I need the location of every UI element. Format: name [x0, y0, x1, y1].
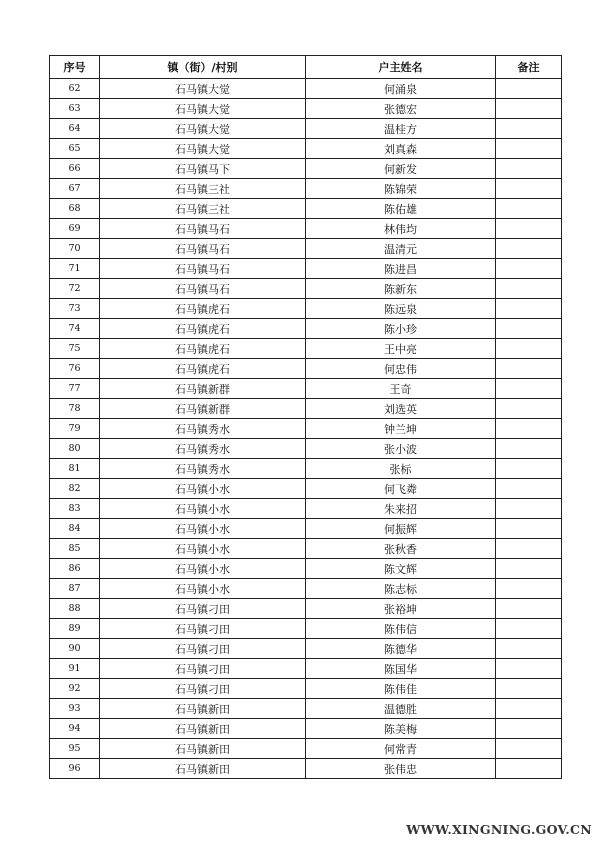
- cell-serial-no: 68: [50, 199, 100, 219]
- cell-householder-name: 何忠伟: [306, 359, 496, 379]
- table-row: [50, 159, 562, 179]
- cell-town-village: 石马镇新群: [100, 399, 306, 419]
- cell-remarks: [496, 639, 562, 659]
- cell-householder-name: 陈佑雄: [306, 199, 496, 219]
- cell-serial-no: 88: [50, 599, 100, 619]
- cell-remarks: [496, 739, 562, 759]
- cell-serial-no: 71: [50, 259, 100, 279]
- cell-householder-name: 何涌泉: [306, 79, 496, 99]
- table-row: [50, 279, 562, 299]
- cell-serial-no: 77: [50, 379, 100, 399]
- table-row: [50, 739, 562, 759]
- cell-remarks: [496, 499, 562, 519]
- cell-town-village: 石马镇小水: [100, 539, 306, 559]
- cell-town-village: 石马镇虎石: [100, 299, 306, 319]
- cell-serial-no: 91: [50, 659, 100, 679]
- cell-remarks: [496, 559, 562, 579]
- cell-serial-no: 83: [50, 499, 100, 519]
- cell-serial-no: 84: [50, 519, 100, 539]
- table-row: [50, 499, 562, 519]
- cell-serial-no: 92: [50, 679, 100, 699]
- cell-remarks: [496, 379, 562, 399]
- cell-remarks: [496, 659, 562, 679]
- cell-serial-no: 69: [50, 219, 100, 239]
- cell-town-village: 石马镇虎石: [100, 319, 306, 339]
- table-header-row: [50, 56, 562, 79]
- cell-remarks: [496, 159, 562, 179]
- household-roster-table: [49, 55, 562, 779]
- table-row: [50, 179, 562, 199]
- cell-serial-no: 93: [50, 699, 100, 719]
- cell-remarks: [496, 519, 562, 539]
- cell-town-village: 石马镇大觉: [100, 79, 306, 99]
- cell-serial-no: 72: [50, 279, 100, 299]
- table-row: [50, 659, 562, 679]
- cell-town-village: 石马镇小水: [100, 479, 306, 499]
- cell-serial-no: 70: [50, 239, 100, 259]
- table-row: [50, 719, 562, 739]
- cell-remarks: [496, 319, 562, 339]
- cell-householder-name: 钟兰坤: [306, 419, 496, 439]
- cell-town-village: 石马镇马石: [100, 279, 306, 299]
- cell-remarks: [496, 579, 562, 599]
- cell-householder-name: 陈德华: [306, 639, 496, 659]
- cell-serial-no: 90: [50, 639, 100, 659]
- cell-town-village: 石马镇秀水: [100, 419, 306, 439]
- table-row: [50, 459, 562, 479]
- cell-town-village: 石马镇大觉: [100, 119, 306, 139]
- cell-remarks: [496, 299, 562, 319]
- table-row: [50, 439, 562, 459]
- cell-householder-name: 陈志标: [306, 579, 496, 599]
- table-row: [50, 79, 562, 99]
- cell-householder-name: 陈新东: [306, 279, 496, 299]
- cell-householder-name: 张小波: [306, 439, 496, 459]
- cell-remarks: [496, 359, 562, 379]
- cell-serial-no: 82: [50, 479, 100, 499]
- cell-town-village: 石马镇秀水: [100, 459, 306, 479]
- cell-householder-name: 陈进昌: [306, 259, 496, 279]
- header-remarks: 备注: [496, 56, 562, 79]
- table-row: [50, 679, 562, 699]
- cell-town-village: 石马镇马石: [100, 259, 306, 279]
- cell-serial-no: 62: [50, 79, 100, 99]
- cell-householder-name: 陈小珍: [306, 319, 496, 339]
- cell-town-village: 石马镇小水: [100, 499, 306, 519]
- cell-remarks: [496, 99, 562, 119]
- cell-serial-no: 65: [50, 139, 100, 159]
- table-row: [50, 619, 562, 639]
- cell-householder-name: 刘真森: [306, 139, 496, 159]
- cell-householder-name: 陈远泉: [306, 299, 496, 319]
- table-row: [50, 399, 562, 419]
- cell-householder-name: 温清元: [306, 239, 496, 259]
- cell-remarks: [496, 399, 562, 419]
- cell-town-village: 石马镇刁田: [100, 679, 306, 699]
- table-row: [50, 359, 562, 379]
- cell-householder-name: 林伟均: [306, 219, 496, 239]
- cell-serial-no: 76: [50, 359, 100, 379]
- cell-remarks: [496, 419, 562, 439]
- cell-householder-name: 温德胜: [306, 699, 496, 719]
- cell-town-village: 石马镇虎石: [100, 359, 306, 379]
- cell-remarks: [496, 539, 562, 559]
- cell-town-village: 石马镇刁田: [100, 619, 306, 639]
- table-row: [50, 759, 562, 779]
- cell-householder-name: 陈国华: [306, 659, 496, 679]
- table-row: [50, 299, 562, 319]
- cell-householder-name: 陈伟佳: [306, 679, 496, 699]
- cell-town-village: 石马镇大觉: [100, 139, 306, 159]
- table-row: [50, 519, 562, 539]
- table-row: [50, 599, 562, 619]
- cell-householder-name: 陈文辉: [306, 559, 496, 579]
- header-town-village: 镇（街）/村别: [100, 56, 306, 79]
- cell-householder-name: 何飞粦: [306, 479, 496, 499]
- header-serial-no: 序号: [50, 56, 100, 79]
- cell-serial-no: 73: [50, 299, 100, 319]
- cell-town-village: 石马镇刁田: [100, 639, 306, 659]
- cell-remarks: [496, 239, 562, 259]
- cell-remarks: [496, 459, 562, 479]
- cell-remarks: [496, 759, 562, 779]
- cell-town-village: 石马镇小水: [100, 559, 306, 579]
- table-row: [50, 339, 562, 359]
- cell-remarks: [496, 719, 562, 739]
- cell-householder-name: 王奇: [306, 379, 496, 399]
- table-row: [50, 139, 562, 159]
- table-row: [50, 219, 562, 239]
- cell-remarks: [496, 219, 562, 239]
- cell-serial-no: 80: [50, 439, 100, 459]
- cell-serial-no: 81: [50, 459, 100, 479]
- cell-householder-name: 王中亮: [306, 339, 496, 359]
- cell-town-village: 石马镇秀水: [100, 439, 306, 459]
- cell-remarks: [496, 619, 562, 639]
- header-householder-name: 户主姓名: [306, 56, 496, 79]
- cell-remarks: [496, 439, 562, 459]
- table-body: [50, 79, 562, 779]
- website-watermark-url: WWW.XINGNING.GOV.CN: [406, 822, 592, 837]
- cell-serial-no: 87: [50, 579, 100, 599]
- cell-town-village: 石马镇刁田: [100, 599, 306, 619]
- cell-serial-no: 67: [50, 179, 100, 199]
- cell-town-village: 石马镇新群: [100, 379, 306, 399]
- cell-remarks: [496, 179, 562, 199]
- cell-householder-name: 何振辉: [306, 519, 496, 539]
- table-row: [50, 319, 562, 339]
- cell-town-village: 石马镇虎石: [100, 339, 306, 359]
- cell-householder-name: 张伟忠: [306, 759, 496, 779]
- cell-remarks: [496, 79, 562, 99]
- cell-remarks: [496, 599, 562, 619]
- table-row: [50, 419, 562, 439]
- cell-serial-no: 95: [50, 739, 100, 759]
- cell-householder-name: 张德宏: [306, 99, 496, 119]
- cell-remarks: [496, 279, 562, 299]
- cell-householder-name: 刘选英: [306, 399, 496, 419]
- table-row: [50, 539, 562, 559]
- cell-serial-no: 86: [50, 559, 100, 579]
- cell-remarks: [496, 339, 562, 359]
- cell-serial-no: 79: [50, 419, 100, 439]
- table-row: [50, 379, 562, 399]
- cell-remarks: [496, 259, 562, 279]
- cell-serial-no: 96: [50, 759, 100, 779]
- cell-householder-name: 张标: [306, 459, 496, 479]
- table-row: [50, 199, 562, 219]
- cell-town-village: 石马镇新田: [100, 739, 306, 759]
- cell-remarks: [496, 699, 562, 719]
- cell-town-village: 石马镇三社: [100, 199, 306, 219]
- cell-serial-no: 66: [50, 159, 100, 179]
- table-row: [50, 119, 562, 139]
- cell-householder-name: 何新发: [306, 159, 496, 179]
- cell-householder-name: 何常青: [306, 739, 496, 759]
- cell-town-village: 石马镇小水: [100, 579, 306, 599]
- cell-town-village: 石马镇刁田: [100, 659, 306, 679]
- cell-town-village: 石马镇马石: [100, 219, 306, 239]
- cell-serial-no: 85: [50, 539, 100, 559]
- cell-town-village: 石马镇三社: [100, 179, 306, 199]
- table-row: [50, 559, 562, 579]
- cell-remarks: [496, 199, 562, 219]
- cell-householder-name: 陈伟信: [306, 619, 496, 639]
- cell-serial-no: 78: [50, 399, 100, 419]
- cell-householder-name: 张秋香: [306, 539, 496, 559]
- table-row: [50, 579, 562, 599]
- cell-remarks: [496, 479, 562, 499]
- cell-serial-no: 94: [50, 719, 100, 739]
- table-row: [50, 639, 562, 659]
- cell-town-village: 石马镇大觉: [100, 99, 306, 119]
- cell-householder-name: 张裕坤: [306, 599, 496, 619]
- table-row: [50, 699, 562, 719]
- cell-householder-name: 陈锦荣: [306, 179, 496, 199]
- cell-remarks: [496, 119, 562, 139]
- cell-householder-name: 朱来招: [306, 499, 496, 519]
- cell-town-village: 石马镇新田: [100, 699, 306, 719]
- cell-town-village: 石马镇马下: [100, 159, 306, 179]
- cell-town-village: 石马镇新田: [100, 719, 306, 739]
- cell-town-village: 石马镇新田: [100, 759, 306, 779]
- cell-serial-no: 63: [50, 99, 100, 119]
- cell-remarks: [496, 139, 562, 159]
- table-row: [50, 99, 562, 119]
- table-row: [50, 239, 562, 259]
- cell-remarks: [496, 679, 562, 699]
- cell-town-village: 石马镇马石: [100, 239, 306, 259]
- cell-serial-no: 75: [50, 339, 100, 359]
- table-row: [50, 479, 562, 499]
- cell-town-village: 石马镇小水: [100, 519, 306, 539]
- cell-serial-no: 64: [50, 119, 100, 139]
- cell-serial-no: 89: [50, 619, 100, 639]
- cell-serial-no: 74: [50, 319, 100, 339]
- cell-householder-name: 陈美梅: [306, 719, 496, 739]
- cell-householder-name: 温桂方: [306, 119, 496, 139]
- table-row: [50, 259, 562, 279]
